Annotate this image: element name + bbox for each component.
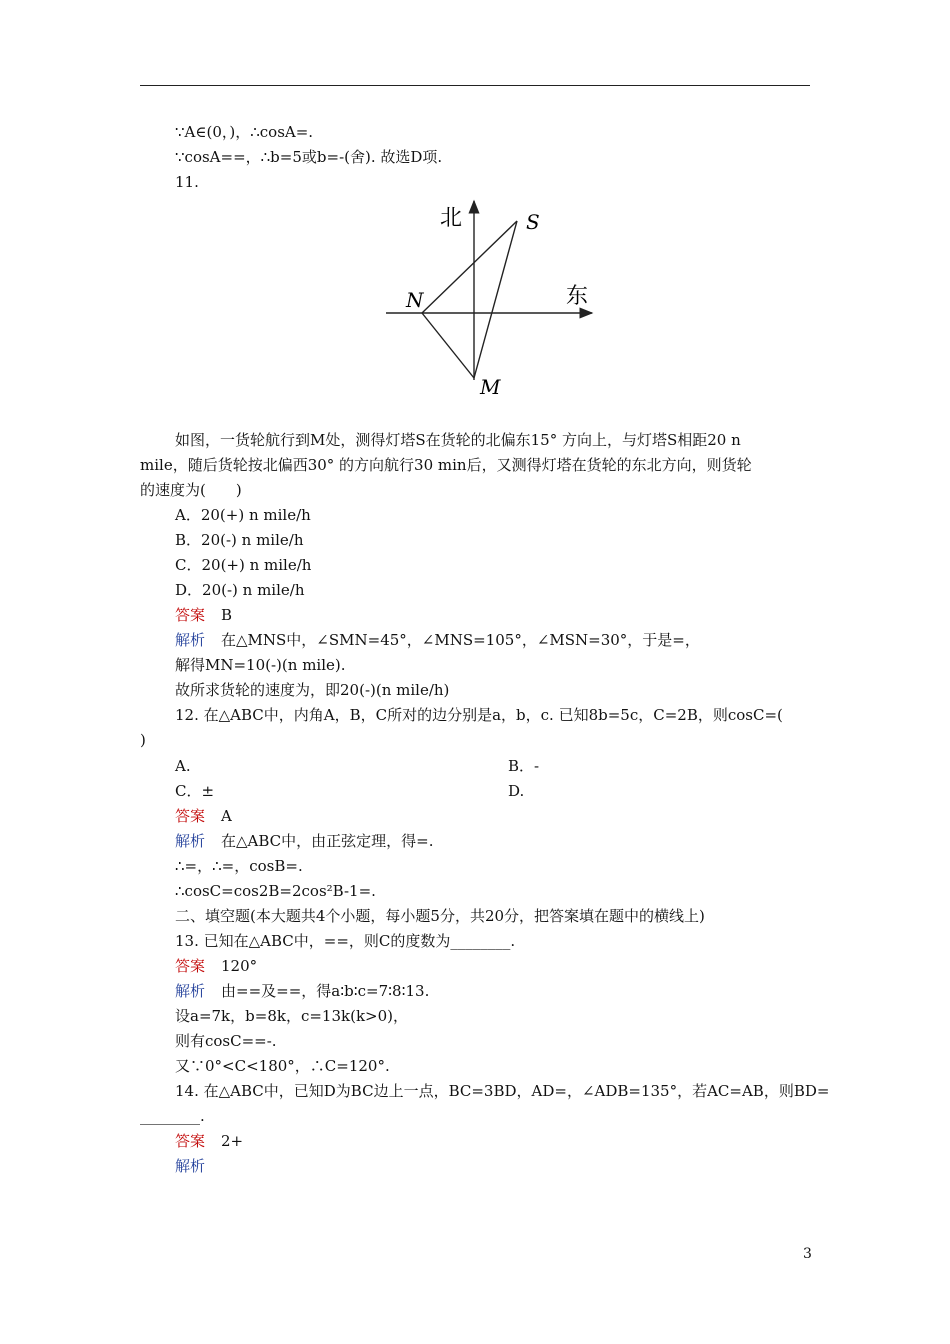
question-text: 12. 在△ABC中，内角A，B，C所对的边分别是a，b，c. 已知8b=5c，C=2B，则cosC=( [175, 706, 783, 724]
question-text: mile，随后货轮按北偏西30° 的方向航行30 min后，又测得灯塔在货轮的东北方向，则货轮 [140, 456, 752, 474]
question-text: ) [140, 731, 146, 749]
label-north: 北 [440, 206, 463, 231]
analysis-text: 故所求货轮的速度为，即20(-)(n mile/h) [175, 681, 450, 699]
text-line: ∵A∈(0，)，∴cosA=. [175, 123, 314, 141]
answer-line [175, 956, 257, 976]
answer-line [175, 605, 232, 625]
analysis-line [175, 981, 429, 1001]
question-text: ________. [140, 1107, 205, 1125]
answer-label: 答案 [175, 957, 206, 975]
label-s: S [526, 210, 540, 234]
answer-line [175, 806, 232, 826]
analysis-text: 在△ABC中，由正弦定理，得=. [221, 832, 434, 850]
segment-sm [474, 221, 517, 378]
analysis-label: 解析 [175, 631, 206, 649]
segment-nm [422, 313, 474, 378]
analysis-text: ∴cosC=cos2B=2cos²B-1=. [175, 882, 376, 900]
navigation-diagram [380, 195, 610, 405]
page-number: 3 [803, 1246, 812, 1262]
answer-label: 答案 [175, 1132, 206, 1150]
question-text: 13. 已知在△ABC中，==，则C的度数为________. [175, 932, 516, 950]
label-east: 东 [566, 284, 589, 309]
option-a: A．20(+) n mile/h [175, 506, 311, 524]
analysis-line [175, 831, 434, 851]
analysis-text: ∴=，∴=，cosB=. [175, 857, 303, 875]
question-text: 如图，一货轮航行到M处，测得灯塔S在货轮的北偏东15° 方向上，与灯塔S相距20 n [175, 431, 741, 449]
answer-line [175, 1131, 243, 1151]
answer-label: 答案 [175, 807, 206, 825]
analysis-label: 解析 [175, 982, 206, 1000]
question-text: 14. 在△ABC中，已知D为BC边上一点，BC=3BD，AD=，∠ADB=135°，若AC=AB，则BD= [175, 1082, 830, 1100]
option-b: B．20(-) n mile/h [175, 531, 304, 549]
answer-label: 答案 [175, 606, 206, 624]
analysis-text: 解得MN=10(-)(n mile). [175, 656, 346, 674]
option-d: D. [508, 782, 525, 800]
option-b: B．- [508, 757, 540, 775]
analysis-text: 在△MNS中，∠SMN=45°，∠MNS=105°，∠MSN=30°，于是=， [221, 631, 700, 649]
option-a: A. [175, 757, 191, 775]
question-text: 的速度为( ) [140, 481, 242, 499]
analysis-label: 解析 [175, 832, 206, 850]
answer-value: 2+ [221, 1132, 244, 1150]
text-line: ∵cosA==，∴b=5或b=-(舍). 故选D项. [175, 148, 443, 166]
header-rule [140, 85, 810, 86]
option-d: D．20(-) n mile/h [175, 581, 305, 599]
answer-value: 120° [221, 957, 258, 975]
section-heading: 二、填空题(本大题共4个小题，每小题5分，共20分，把答案填在题中的横线上) [175, 907, 705, 925]
analysis-text: 由==及==，得a∶b∶c=7∶8∶13. [221, 982, 430, 1000]
analysis-label: 解析 [175, 1157, 206, 1175]
answer-value: A [221, 807, 232, 825]
option-c: C．20(+) n mile/h [175, 556, 312, 574]
option-c: C．± [175, 782, 215, 800]
label-n: N [406, 288, 424, 312]
analysis-line [175, 1156, 221, 1176]
analysis-line [175, 630, 700, 650]
segment-ns [422, 221, 517, 313]
answer-value: B [221, 606, 233, 624]
analysis-text: 设a=7k，b=8k，c=13k(k>0)， [175, 1007, 408, 1025]
analysis-text: 又∵0°<C<180°，∴C=120°. [175, 1057, 390, 1075]
question-number: 11. [175, 173, 199, 191]
label-m: M [480, 375, 501, 399]
analysis-text: 则有cosC==-. [175, 1032, 277, 1050]
